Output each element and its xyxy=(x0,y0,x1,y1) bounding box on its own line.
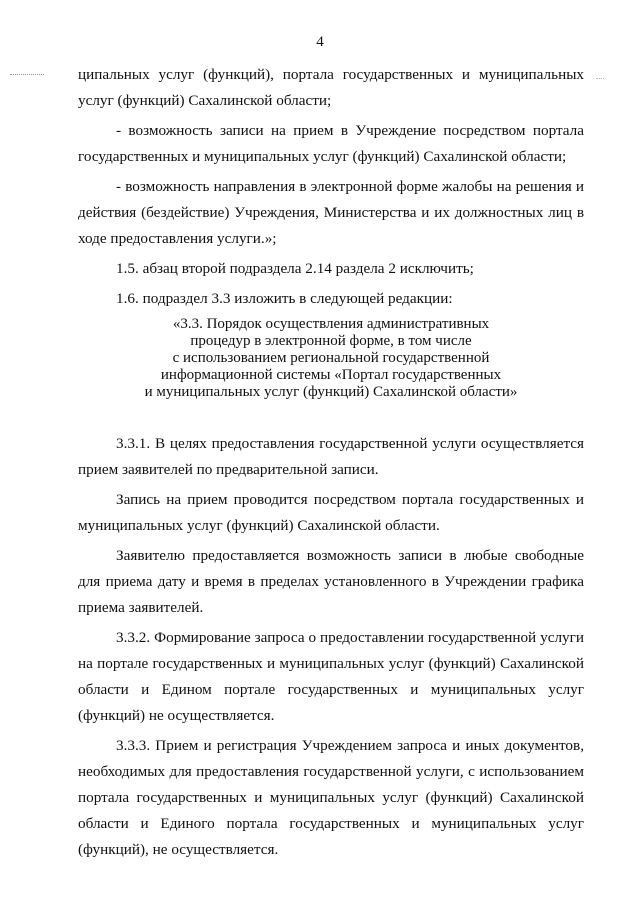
paragraph-3-3-1: 3.3.1. В целях предоставления государственной услуги осуществляется прием заявителей по предварительной записи. xyxy=(78,435,584,478)
paragraph-continuation: ципальных услуг (функций), портала государственных и муниципальных услуг (функций) Сахалинской области; xyxy=(78,66,584,109)
heading-line: с использованием региональной государственной xyxy=(172,350,490,366)
section-heading-3-3 xyxy=(78,316,584,401)
paragraph-3-3-3: 3.3.3. Прием и регистрация Учреждением запроса и иных документов, необходимых для предоставления государственной услуги, с использованием портала государственных и муниципальных услуг (функций) Сахалинской области и Единого портала государственных и муниципальных услуг (функций), не осуществляется. xyxy=(78,737,584,858)
document-body xyxy=(78,62,584,863)
paragraph-3-3-2: 3.3.2. Формирование запроса о предоставлении государственной услуги на портале государственных и муниципальных услуг (функций) Сахалинской области и Едином портале государственных и муниципальных услуг (функций) не осуществляется. xyxy=(78,629,584,724)
scan-artifact-right xyxy=(596,78,604,80)
heading-line: процедур в электронной форме, в том числе xyxy=(190,333,472,349)
scan-artifact-left xyxy=(10,74,44,76)
paragraph-free-slots: Заявителю предоставляется возможность записи в любые свободные для приема дату и время в пределах установленного в Учреждении графика приема заявителей. xyxy=(78,547,584,616)
paragraph-appointment-portal: Запись на прием проводится посредством портала государственных и муниципальных услуг (функций) Сахалинской области. xyxy=(78,491,584,534)
paragraph-item-1-5: 1.5. абзац второй подраздела 2.14 раздела 2 исключить; xyxy=(116,260,474,277)
page-number: 4 xyxy=(316,34,324,50)
heading-line: и муниципальных услуг (функций) Сахалинской области» xyxy=(144,384,518,400)
paragraph-complaint-option: - возможность направления в электронной форме жалобы на решения и действия (бездействие) Учреждения, Министерства и их должностных лиц в ходе предоставления услуги.»; xyxy=(78,178,584,247)
heading-line: «3.3. Порядок осуществления административных xyxy=(172,316,490,332)
paragraph-appointment-option: - возможность записи на прием в Учреждение посредством портала государственных и муниципальных услуг (функций) Сахалинской области; xyxy=(78,122,584,165)
heading-line: информационной системы «Портал государственных xyxy=(160,367,502,383)
paragraph-item-1-6: 1.6. подраздел 3.3 изложить в следующей редакции: xyxy=(116,290,453,307)
